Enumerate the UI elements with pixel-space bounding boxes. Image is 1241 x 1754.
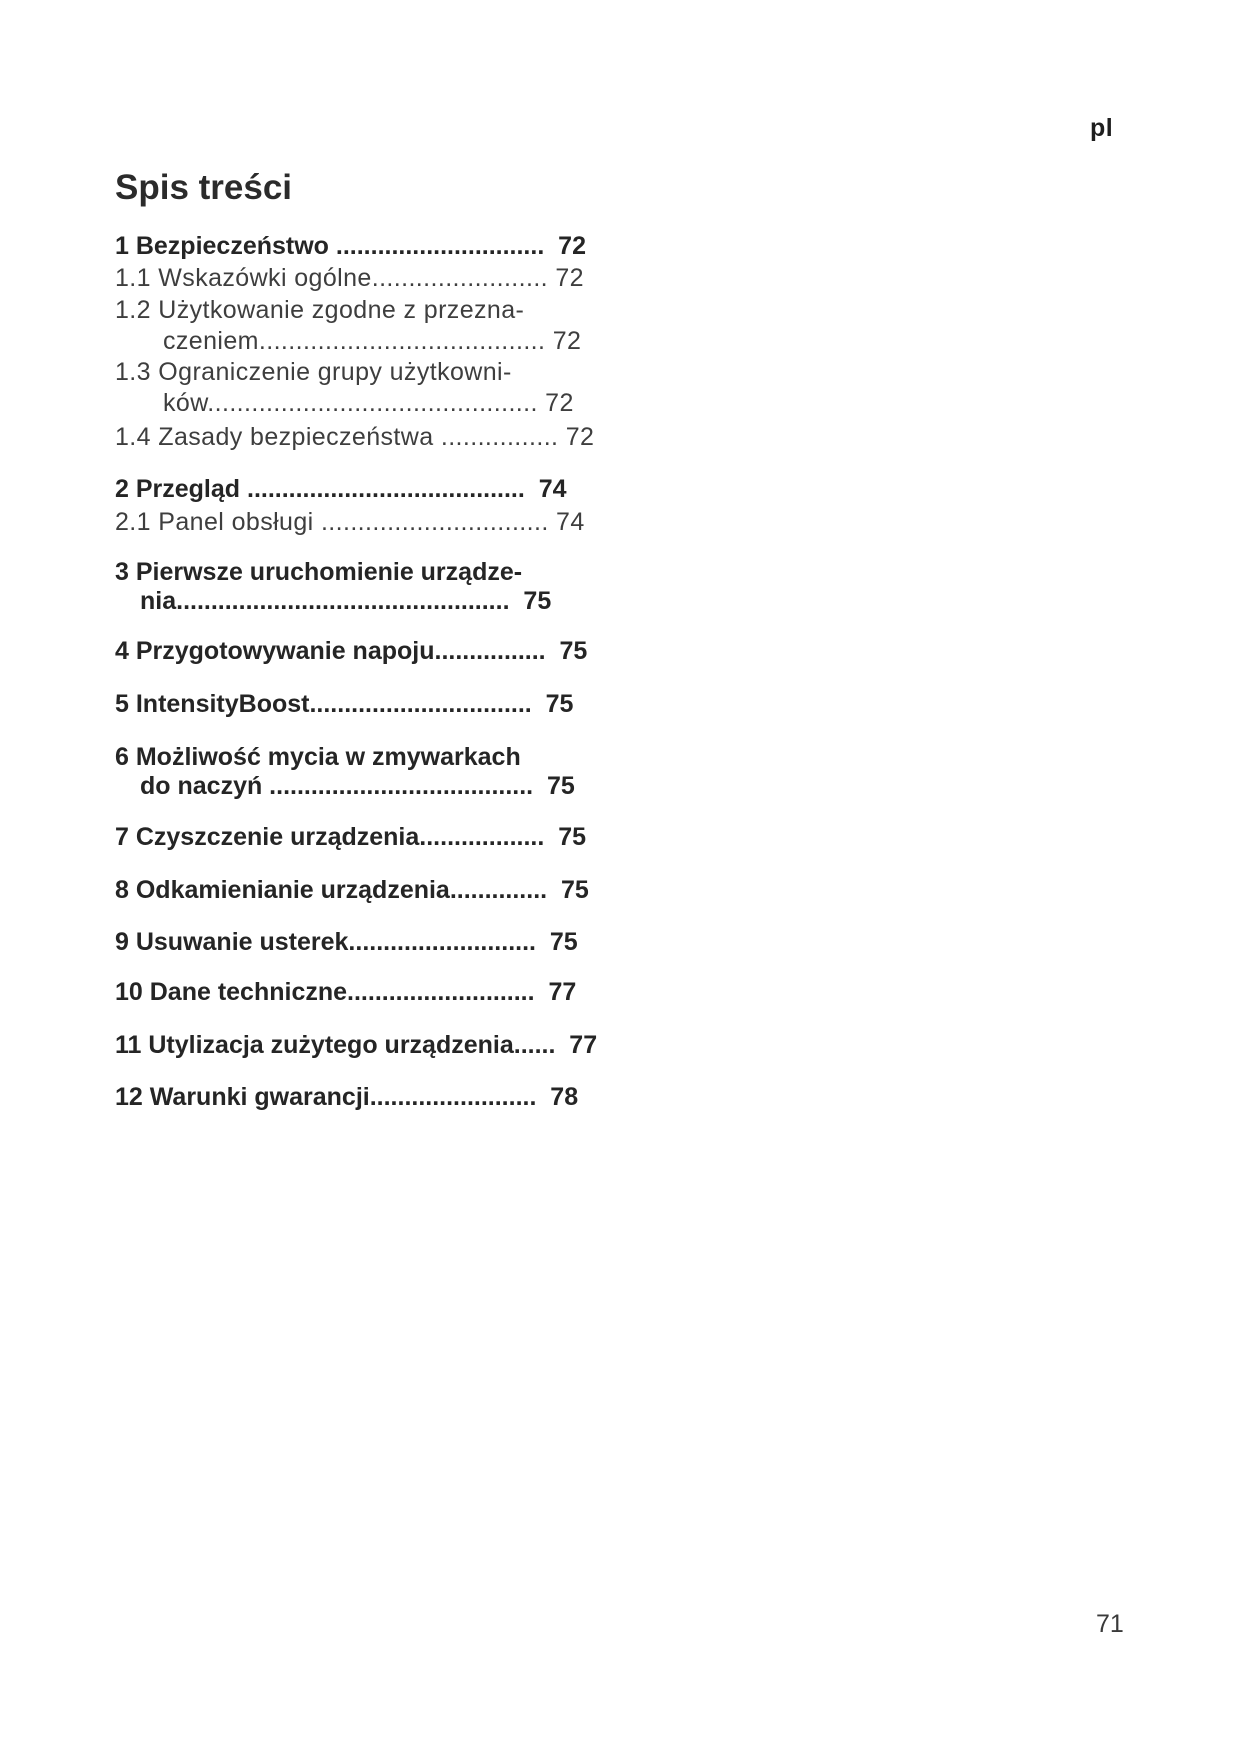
toc-entry-3-continuation[interactable]: nia................................................ 75 — [140, 587, 552, 615]
toc-entry-2-1[interactable]: 2.1 Panel obsługi ............................... 74 — [115, 508, 585, 536]
toc-entry-8[interactable]: 8 Odkamienianie urządzenia.............. 75 — [115, 876, 589, 904]
toc-entry-7[interactable]: 7 Czyszczenie urządzenia.................. 75 — [115, 823, 587, 851]
toc-entry-4[interactable]: 4 Przygotowywanie napoju................ 75 — [115, 637, 588, 665]
toc-entry-1-2[interactable]: 1.2 Użytkowanie zgodne z przezna- — [115, 296, 525, 324]
page-number: 71 — [1096, 1610, 1124, 1638]
toc-entry-10[interactable]: 10 Dane techniczne........................... 77 — [115, 978, 577, 1006]
toc-entry-3[interactable]: 3 Pierwsze uruchomienie urządze- — [115, 558, 523, 586]
toc-entry-1-4[interactable]: 1.4 Zasady bezpieczeństwa ................ 72 — [115, 423, 595, 451]
toc-entry-6[interactable]: 6 Możliwość mycia w zmywarkach — [115, 743, 521, 771]
toc-entry-2[interactable]: 2 Przegląd ........................................ 74 — [115, 475, 567, 503]
toc-entry-1-3[interactable]: 1.3 Ograniczenie grupy użytkowni- — [115, 358, 512, 386]
toc-entry-11[interactable]: 11 Utylizacja zużytego urządzenia...... 77 — [115, 1031, 598, 1059]
toc-entry-9[interactable]: 9 Usuwanie usterek........................... 75 — [115, 928, 578, 956]
toc-entry-5[interactable]: 5 IntensityBoost................................ 75 — [115, 690, 574, 718]
toc-entry-6-continuation[interactable]: do naczyń ...................................... 75 — [140, 772, 575, 800]
toc-entry-12[interactable]: 12 Warunki gwarancji........................ 78 — [115, 1083, 579, 1111]
language-code: pl — [1090, 114, 1114, 142]
page-title: Spis treści — [115, 168, 293, 207]
toc-entry-1-1[interactable]: 1.1 Wskazówki ogólne........................ 72 — [115, 264, 584, 292]
toc-entry-1[interactable]: 1 Bezpieczeństwo .............................. 72 — [115, 232, 586, 260]
toc-entry-1-2-continuation[interactable]: czeniem....................................... 72 — [163, 327, 582, 355]
toc-entry-1-3-continuation[interactable]: ków............................................. 72 — [163, 389, 574, 417]
